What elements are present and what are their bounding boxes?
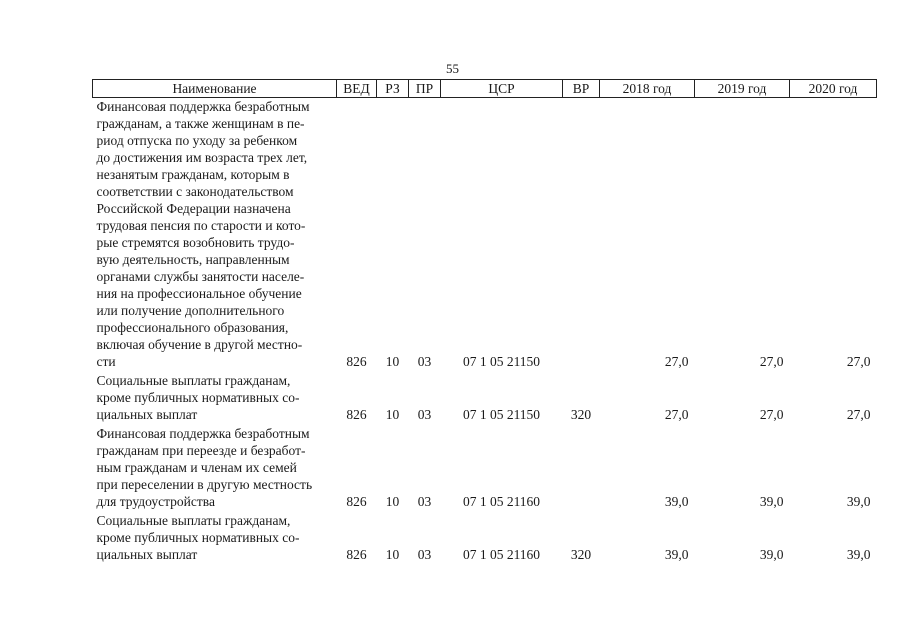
name-line: циальных выплат [96, 547, 198, 562]
cell-ved: 826 [346, 354, 367, 369]
header-2019: 2019 год [695, 80, 790, 98]
name-line: незанятым гражданам, которым в [96, 167, 290, 182]
name-line: ным гражданам и членам их семей [96, 460, 297, 475]
cell-pr: 03 [417, 407, 432, 422]
cell-rz: 10 [385, 547, 400, 562]
cell-vr [563, 425, 600, 512]
name-line: до достижения им возраста трех лет, [96, 150, 308, 165]
cell-rz: 10 [385, 407, 400, 422]
cell-2020: 39,0 [846, 547, 871, 562]
header-name: Наименование [93, 80, 337, 98]
cell-ved: 826 [346, 547, 367, 562]
name-line: Социальные выплаты гражданам, [96, 373, 291, 388]
name-line: профессионального образования, [96, 320, 289, 335]
name-line: ния на профессиональное обучение [96, 286, 302, 301]
cell-2019: 27,0 [759, 354, 784, 369]
name-line: включая обучение в другой местно- [96, 337, 303, 352]
cell-2018: 27,0 [664, 407, 689, 422]
cell-csr: 07 1 05 21150 [462, 407, 541, 422]
cell-rz: 10 [385, 354, 400, 369]
cell-rz: 10 [385, 494, 400, 509]
header-rz: РЗ [377, 80, 409, 98]
name-line: для трудоустройства [96, 494, 215, 509]
cell-vr: 320 [570, 547, 592, 562]
cell-pr: 03 [417, 547, 432, 562]
name-line: кроме публичных нормативных со- [96, 390, 300, 405]
name-line: кроме публичных нормативных со- [96, 530, 300, 545]
budget-table [92, 79, 877, 565]
table-row [93, 98, 877, 373]
name-line: риод отпуска по уходу за ребенком [96, 133, 298, 148]
cell-csr: 07 1 05 21150 [462, 354, 541, 369]
cell-vr: 320 [570, 407, 592, 422]
cell-name [93, 512, 337, 565]
header-pr: ПР [409, 80, 441, 98]
name-line: гражданам, а также женщинам в пе- [96, 116, 305, 131]
cell-pr: 03 [417, 354, 432, 369]
cell-2018: 27,0 [664, 354, 689, 369]
table-row [93, 512, 877, 565]
header-ved: ВЕД [337, 80, 377, 98]
name-line: при переселении в другую местность [96, 477, 313, 492]
header-2020: 2020 год [790, 80, 877, 98]
name-line: сти [96, 354, 116, 369]
name-line: или получение дополнительного [96, 303, 285, 318]
cell-ved: 826 [346, 407, 367, 422]
cell-vr [563, 98, 600, 373]
cell-2018: 39,0 [664, 547, 689, 562]
table-header-row [93, 80, 877, 98]
header-vr: ВР [563, 80, 600, 98]
table-row [93, 372, 877, 425]
cell-pr: 03 [417, 494, 432, 509]
cell-2020: 27,0 [846, 407, 871, 422]
cell-csr: 07 1 05 21160 [462, 494, 541, 509]
cell-ved: 826 [346, 494, 367, 509]
table-row [93, 425, 877, 512]
name-line: гражданам при переезде и безработ- [96, 443, 306, 458]
cell-2018: 39,0 [664, 494, 689, 509]
header-2018: 2018 год [600, 80, 695, 98]
name-line: Российской Федерации назначена [96, 201, 291, 216]
cell-name [93, 98, 337, 373]
name-line: Финансовая поддержка безработным [96, 99, 310, 114]
name-line: соответствии с законодательством [96, 184, 294, 199]
name-line: Финансовая поддержка безработным [96, 426, 310, 441]
name-line: трудовая пенсия по старости и кото- [96, 218, 306, 233]
cell-name [93, 372, 337, 425]
header-csr: ЦСР [441, 80, 563, 98]
cell-2020: 39,0 [846, 494, 871, 509]
name-line: вую деятельность, направленным [96, 252, 290, 267]
page-number: 55 [446, 61, 459, 76]
name-line: органами службы занятости населе- [96, 269, 305, 284]
cell-2019: 39,0 [759, 494, 784, 509]
cell-2019: 39,0 [759, 547, 784, 562]
cell-2020: 27,0 [846, 354, 871, 369]
cell-csr: 07 1 05 21160 [462, 547, 541, 562]
name-line: Социальные выплаты гражданам, [96, 513, 291, 528]
name-line: рые стремятся возобновить трудо- [96, 235, 295, 250]
table-body [93, 98, 877, 566]
name-line: циальных выплат [96, 407, 198, 422]
cell-2019: 27,0 [759, 407, 784, 422]
cell-name [93, 425, 337, 512]
